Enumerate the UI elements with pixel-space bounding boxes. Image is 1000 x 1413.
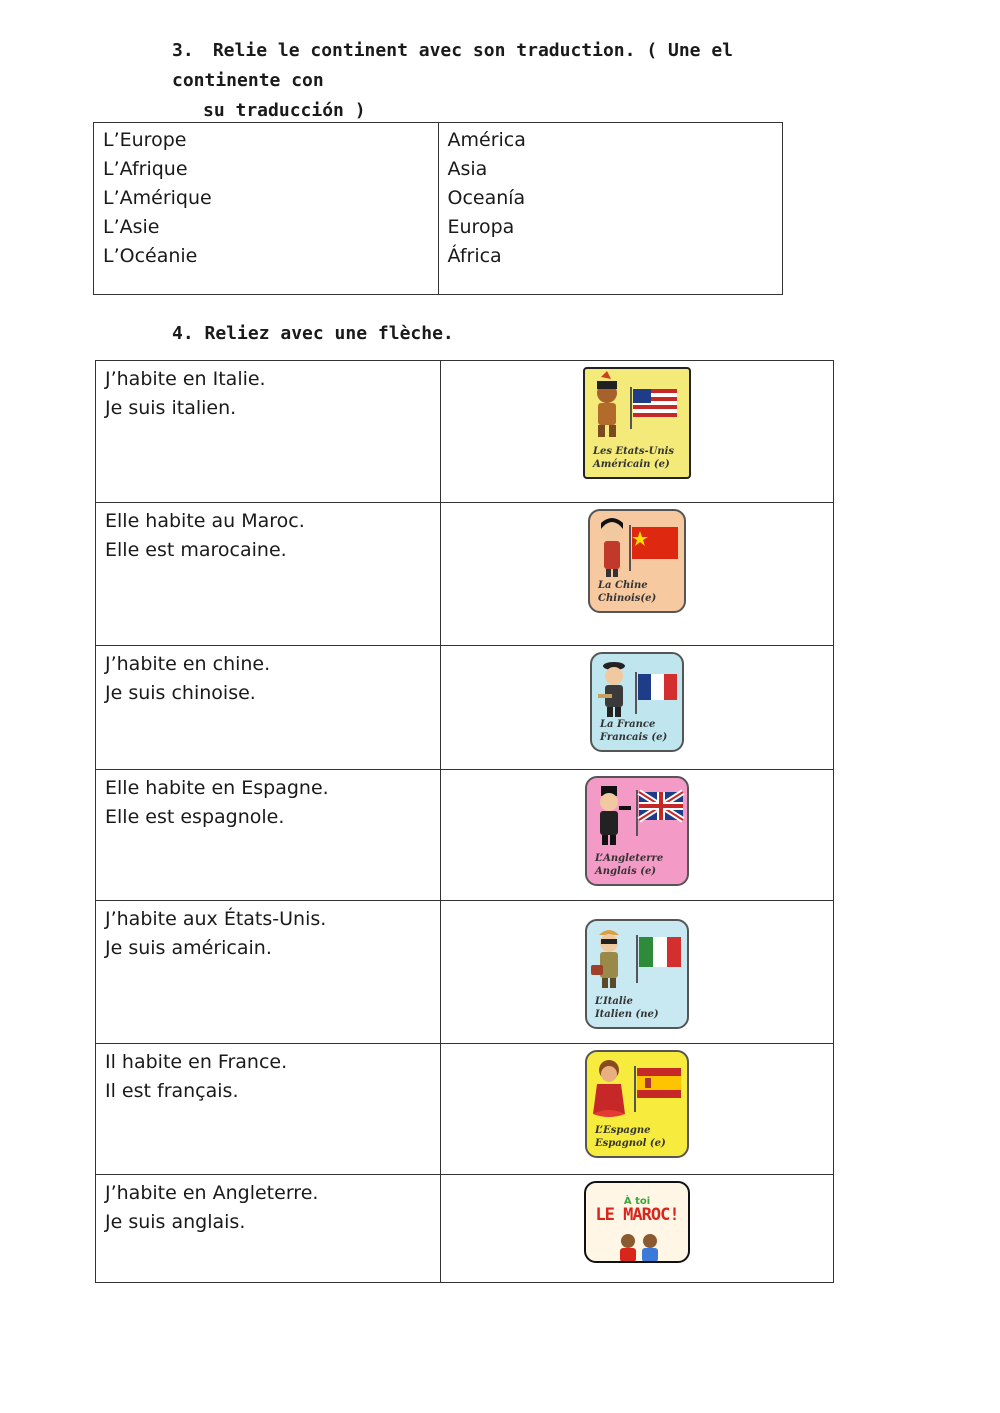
sentence-line-1: Elle habite en Espagne. (105, 777, 329, 799)
spain-nationality-card (585, 1050, 689, 1158)
uk-flag-icon (637, 790, 683, 836)
sentence-line-1: J’habite aux États-Unis. (105, 908, 327, 930)
card-caption (595, 852, 663, 878)
sentence-line-1: J’habite en Angleterre. (105, 1182, 319, 1204)
sentence-cell (96, 1044, 441, 1175)
maroc-card (584, 1181, 690, 1263)
sentence-line-2: Il est français. (105, 1080, 239, 1102)
card-caption (593, 445, 674, 471)
sentence-line-1: J’habite en chine. (105, 653, 271, 675)
continent-table (93, 122, 783, 295)
spain-flag-icon (635, 1066, 681, 1112)
france-nationality-card (590, 652, 684, 752)
spanish-continent: Asia (447, 158, 488, 180)
question-3-line-2: su traducción ) (203, 100, 366, 121)
sentence-cell (96, 503, 441, 646)
spanish-continents-column (438, 123, 783, 295)
maroc-title: LE MAROC! (595, 1205, 679, 1225)
table-row (96, 503, 834, 646)
spanish-continent: Oceanía (447, 187, 526, 209)
spanish-continent: América (447, 129, 526, 151)
french-child-icon (598, 662, 625, 717)
picture-cell (441, 1044, 834, 1175)
table-row (96, 1175, 834, 1283)
french-continent: L’Océanie (103, 245, 198, 267)
card-country: L’Espagne (595, 1125, 651, 1136)
sentence-line-2: Je suis américain. (105, 937, 272, 959)
chinese-child-icon (601, 518, 623, 577)
picture-cell (441, 770, 834, 901)
card-nationality: Italien (ne) (595, 1009, 659, 1020)
france-flag-icon (636, 672, 677, 714)
card-nationality: Espagnol (e) (595, 1138, 666, 1149)
spanish-child-icon (593, 1060, 625, 1117)
italy-nationality-card (585, 919, 689, 1029)
italian-child-icon (591, 930, 619, 988)
spanish-continent: Europa (447, 216, 515, 238)
card-caption (598, 579, 656, 605)
china-flag-icon (630, 525, 678, 571)
picture-cell (441, 901, 834, 1044)
sentence-line-2: Je suis anglais. (105, 1211, 246, 1233)
card-country: L’Italie (595, 996, 633, 1007)
card-caption (595, 1124, 666, 1150)
question-3-line-1: Relie le continent avec son traduction. ( Une el continente con (172, 40, 734, 91)
table-row (96, 361, 834, 503)
table-row (96, 901, 834, 1044)
sentence-line-2: Je suis italien. (105, 397, 237, 419)
card-nationality: Américain (e) (593, 459, 670, 470)
sentence-cell (96, 1175, 441, 1283)
sentence-cell (96, 901, 441, 1044)
french-continent: L’Afrique (103, 158, 188, 180)
nationality-table (95, 360, 834, 1283)
table-row (96, 1044, 834, 1175)
england-nationality-card (585, 776, 689, 886)
sentence-line-2: Elle est espagnole. (105, 806, 285, 828)
sentence-line-1: J’habite en Italie. (105, 368, 266, 390)
card-nationality: Anglais (e) (595, 866, 657, 877)
sentence-cell (96, 646, 441, 770)
french-continent: L’Amérique (103, 187, 212, 209)
picture-cell (441, 361, 834, 503)
usa-flag-icon (631, 387, 677, 429)
usa-nationality-card (583, 367, 691, 479)
card-nationality: Chinois(e) (598, 593, 657, 604)
table-row (96, 646, 834, 770)
card-country: L’Angleterre (595, 853, 664, 864)
french-continent: L’Europe (103, 129, 187, 151)
card-country: La France (600, 719, 656, 730)
china-nationality-card (588, 509, 686, 613)
card-country: La Chine (598, 580, 648, 591)
picture-cell (441, 503, 834, 646)
picture-cell (441, 646, 834, 770)
question-4-title: 4. Reliez avec une flèche. (172, 323, 454, 344)
french-continent: L’Asie (103, 216, 160, 238)
sentence-line-1: Elle habite au Maroc. (105, 510, 305, 532)
sentence-cell (96, 770, 441, 901)
card-caption (595, 995, 659, 1021)
spanish-continent: África (447, 245, 502, 267)
children-icon (620, 1234, 658, 1262)
italy-flag-icon (637, 935, 681, 983)
sentence-line-1: Il habite en France. (105, 1051, 288, 1073)
picture-cell (441, 1175, 834, 1283)
card-caption (600, 718, 667, 744)
question-number: 3. (172, 40, 194, 61)
sentence-line-2: Elle est marocaine. (105, 539, 287, 561)
sentence-line-2: Je suis chinoise. (105, 682, 256, 704)
card-nationality: Francais (e) (600, 732, 668, 743)
card-country: Les Etats-Unis (593, 446, 675, 457)
native-child-icon (597, 371, 617, 437)
table-row (96, 770, 834, 901)
sentence-cell (96, 361, 441, 503)
maroc-a-toi: À toi (623, 1196, 651, 1207)
english-child-icon (600, 786, 631, 845)
question-3-title (172, 36, 832, 126)
french-continents-column (94, 123, 439, 295)
